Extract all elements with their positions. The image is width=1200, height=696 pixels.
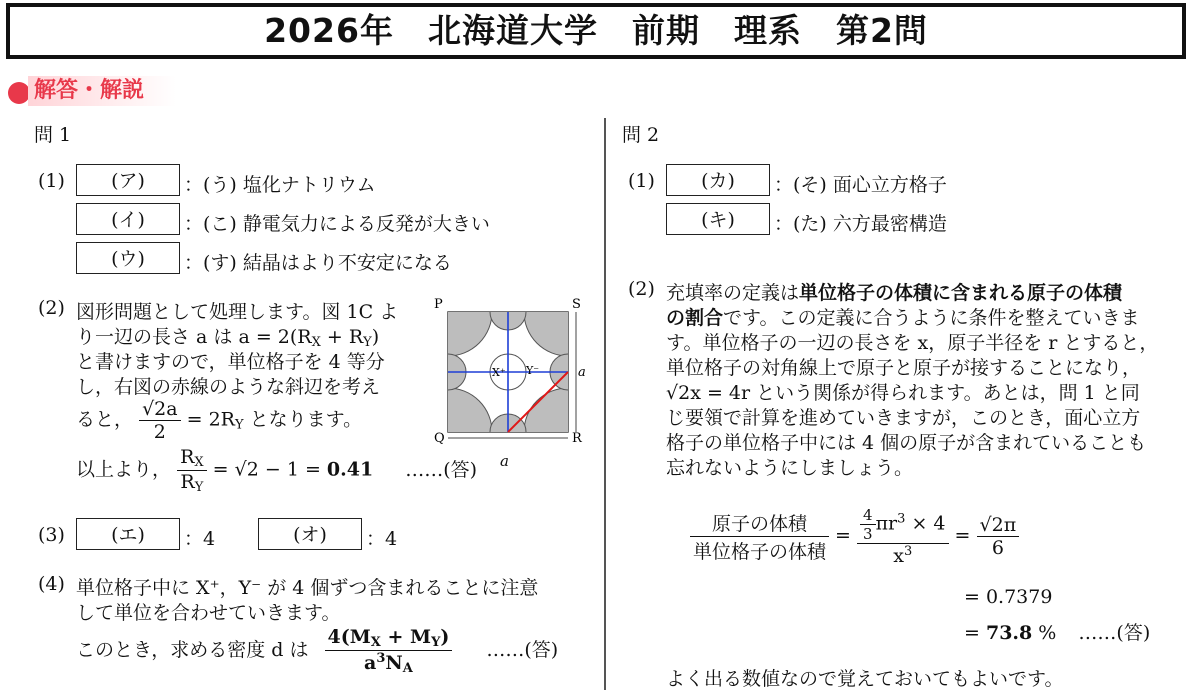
q2-2-line-3: す。単位格子の一辺の長さを x，原子半径を r とすると， [666, 332, 1159, 354]
q2-2-line-4: 単位格子の対角線上で原子と原子が接することになり， [666, 357, 1142, 379]
q2-1-answer-ki: ：(た) 六方最密構造 [774, 213, 947, 235]
q1-heading: 問 1 [34, 124, 72, 146]
q1-1-answer-i: ：(こ) 静電気力による反発が大きい [184, 213, 490, 235]
page-title: 2026年 北海道大学 前期 理系 第2問 [6, 3, 1186, 59]
column-divider [604, 118, 606, 690]
q1-2-line-3: と書けますので，単位格子を 4 等分 [76, 351, 385, 373]
q2-2-line-2: の割合です。この定義に合うように条件を整えていきま [666, 307, 1140, 329]
answer-box-ki: (キ) [666, 203, 770, 235]
packing-fraction-equation: $\frac{\text{原子の体積}}{\text{単位格子の体積}}$ = $\frac{4}{3}$ $\pi r^3 \times 4$ $x^3$ = $\frac{√2\pi}{6}$ [690, 506, 1019, 567]
ribbon-dot-icon [8, 82, 30, 104]
q2-note: よく出る数値なので覚えておいてもよいです。 [666, 668, 1064, 690]
section-label: 解答・解説 [28, 76, 184, 106]
q1-1-answer-u: ：(す) 結晶はより不安定になる [184, 252, 452, 274]
fig-label-x: X⁺ [492, 366, 506, 379]
q2-2-line-1: 充填率の定義は単位格子の体積に含まれる原子の体積 [666, 282, 1123, 304]
q1-2-line-4: し，右図の赤線のような斜辺を考え [76, 376, 381, 398]
packing-fraction-percent: = 73.8 % ……(答) [964, 622, 1151, 644]
answer-box-u: (ウ) [76, 242, 180, 274]
q1-2-line-2: り一辺の長さ a は $a = 2(R_X + R_Y)$ [76, 326, 380, 350]
q2-2-line-8: 忘れないようにしましょう。 [666, 457, 914, 479]
q1-1-number: (1) [38, 170, 65, 192]
q1-2-number: (2) [38, 297, 65, 319]
q1-2-equation: ると， $\frac{√2a}{2}$ = $2R_Y$ となります。 [76, 398, 363, 443]
q1-4-answer-mark: ……(答) [486, 639, 559, 661]
q1-4-line-2: して単位を合わせていきます。 [76, 602, 341, 624]
q1-2-line-1: 図形問題として処理します。図 1C よ [76, 301, 399, 323]
fig-label-y: Y⁻ [526, 364, 540, 377]
q2-1-answer-ka: ：(そ) 面心立方格子 [774, 174, 947, 196]
fig-label-a-horizontal: a [500, 452, 509, 470]
q1-4-number: (4) [38, 573, 65, 595]
q2-2-number: (2) [628, 278, 655, 300]
q2-2-line-6: じ要領で計算を進めていきますが，このとき，面心立方 [666, 407, 1141, 429]
q1-4-line-1: 単位格子中に X⁺，Y⁻ が 4 個ずつ含まれることに注意 [76, 577, 539, 599]
answer-box-e: (エ) [76, 518, 180, 550]
q2-heading: 問 2 [622, 124, 660, 146]
fig-label-q: Q [434, 431, 445, 446]
q1-1-answer-a: ：(う) 塩化ナトリウム [184, 174, 376, 196]
fig-label-r: R [572, 431, 582, 446]
unit-cell-figure [430, 294, 590, 446]
q1-2-result-value: 0.41 [326, 458, 374, 481]
answer-box-ka: (カ) [666, 164, 770, 196]
q2-2-line-7: 格子の単位格子中には 4 個の原子が含まれていることも [666, 432, 1147, 454]
answer-box-a: (ア) [76, 164, 180, 196]
fig-label-a-vertical: a [578, 365, 586, 380]
answer-box-i: (イ) [76, 203, 180, 235]
fig-label-p: P [434, 297, 443, 312]
q1-2-answer-mark: ……(答) [405, 458, 478, 481]
q2-2-answer-mark: ……(答) [1078, 622, 1151, 644]
fig-label-s: S [572, 297, 581, 312]
q1-3-number: (3) [38, 524, 65, 546]
q2-1-number: (1) [628, 170, 655, 192]
q2-2-line-5: √2x = 4r という関係が得られます。あとは，問 1 と同 [666, 382, 1140, 404]
q1-2-result: 以上より， $\frac{R_X}{R_Y}$ = √2 − 1 = 0.41 ……(答) [76, 446, 478, 495]
packing-fraction-decimal: = 0.7379 [964, 586, 1053, 608]
q1-3-value-e: ：4 [184, 528, 216, 550]
answer-box-o: (オ) [258, 518, 362, 550]
q1-4-line-3: このとき，求める密度 d は $\frac{4(M_X + M_Y)}{a^3N_A}$ ……(答) [76, 626, 559, 676]
q1-3-value-o: ：4 [366, 528, 398, 550]
